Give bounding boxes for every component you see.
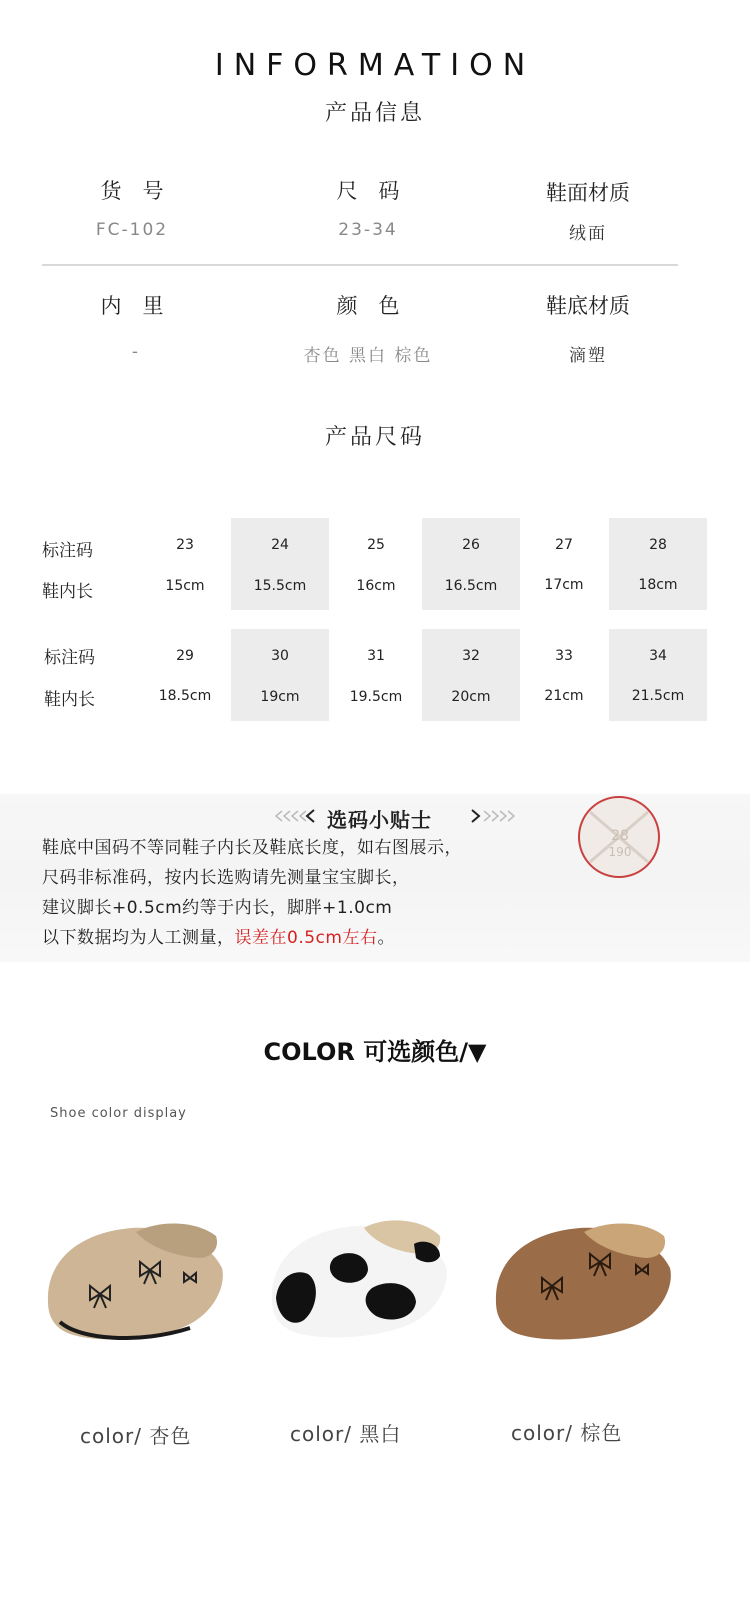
size-value: 34	[649, 648, 667, 664]
info-value-color: 杏色 黑白 棕色	[303, 346, 433, 366]
size-cell-bg	[231, 629, 329, 721]
tips-line-last	[42, 923, 395, 948]
tips-error-note: 误差在0.5cm左右	[234, 928, 378, 948]
sole-size-image	[578, 796, 660, 878]
length-value: 17cm	[544, 577, 584, 593]
color-section-title: COLOR 可选颜色/▼	[263, 1038, 487, 1066]
size-value: 28	[649, 537, 667, 553]
length-value: 16cm	[356, 578, 396, 594]
length-value: 15.5cm	[253, 578, 307, 594]
size-value: 24	[271, 537, 289, 553]
color-caption-brown: color/ 棕色	[511, 1421, 623, 1445]
size-value: 29	[176, 648, 194, 664]
info-label-size: 尺 码	[336, 179, 400, 203]
length-row-label: 鞋内长	[42, 582, 93, 602]
shoe-image-black-white	[264, 1208, 454, 1358]
sole-mark-size: 28	[611, 828, 629, 844]
tips-line-text: 以下数据均为人工测量，	[42, 928, 235, 948]
size-value: 32	[462, 648, 480, 664]
size-value: 25	[367, 537, 385, 553]
tips-line: 尺码非标准码，按内长选购请先测量宝宝脚长，	[42, 868, 410, 888]
length-value: 21cm	[544, 688, 584, 704]
info-title-cn: 产品信息	[324, 101, 425, 126]
tips-line-end: 。	[377, 928, 395, 948]
info-value-lining: -	[131, 342, 141, 362]
size-cell-bg	[422, 629, 520, 721]
size-value: 27	[555, 537, 573, 553]
shoe-image-brown	[488, 1210, 678, 1360]
size-section-title: 产品尺码	[324, 425, 425, 450]
info-title-en: INFORMATION	[214, 48, 536, 83]
info-label-item-no: 货 号	[100, 179, 164, 203]
tips-title: 选码小贴士	[327, 808, 432, 832]
sole-mark-length: 190	[608, 845, 632, 859]
info-value-item-no: FC-102	[95, 220, 169, 240]
length-value: 21.5cm	[631, 688, 685, 704]
info-value-size: 23-34	[338, 220, 398, 240]
size-cell-bg	[231, 518, 329, 610]
size-cell-bg	[609, 629, 707, 721]
size-value: 30	[271, 648, 289, 664]
size-value: 33	[555, 648, 573, 664]
info-divider	[42, 264, 678, 266]
color-caption-apricot: color/ 杏色	[80, 1424, 192, 1448]
size-cell-bg	[609, 518, 707, 610]
length-value: 19cm	[260, 689, 300, 705]
tips-line: 鞋底中国码不等同鞋子内长及鞋底长度，如右图展示，	[42, 838, 462, 858]
size-value: 31	[367, 648, 385, 664]
info-label-color: 颜 色	[336, 294, 400, 318]
info-value-sole-material: 滴塑	[569, 346, 607, 366]
length-value: 16.5cm	[444, 578, 498, 594]
color-section-subtitle: Shoe color display	[50, 1106, 187, 1121]
info-label-upper-material: 鞋面材质	[546, 181, 630, 205]
info-value-upper-material: 绒面	[569, 224, 607, 244]
shoe-image-apricot	[40, 1210, 230, 1360]
size-value: 26	[462, 537, 480, 553]
tips-line: 建议脚长+0.5cm约等于内长，脚胖+1.0cm	[42, 898, 393, 918]
size-row-label: 标注码	[42, 541, 93, 561]
length-value: 20cm	[451, 689, 491, 705]
length-row-label: 鞋内长	[44, 690, 95, 710]
length-value: 15cm	[165, 578, 205, 594]
color-caption-black-white: color/ 黑白	[290, 1422, 402, 1446]
info-label-sole-material: 鞋底材质	[546, 294, 630, 318]
length-value: 19.5cm	[349, 689, 403, 705]
size-cell-bg	[422, 518, 520, 610]
length-value: 18cm	[638, 577, 678, 593]
info-label-lining: 内 里	[100, 294, 164, 318]
length-value: 18.5cm	[158, 688, 212, 704]
size-row-label: 标注码	[44, 648, 95, 668]
size-value: 23	[176, 537, 194, 553]
